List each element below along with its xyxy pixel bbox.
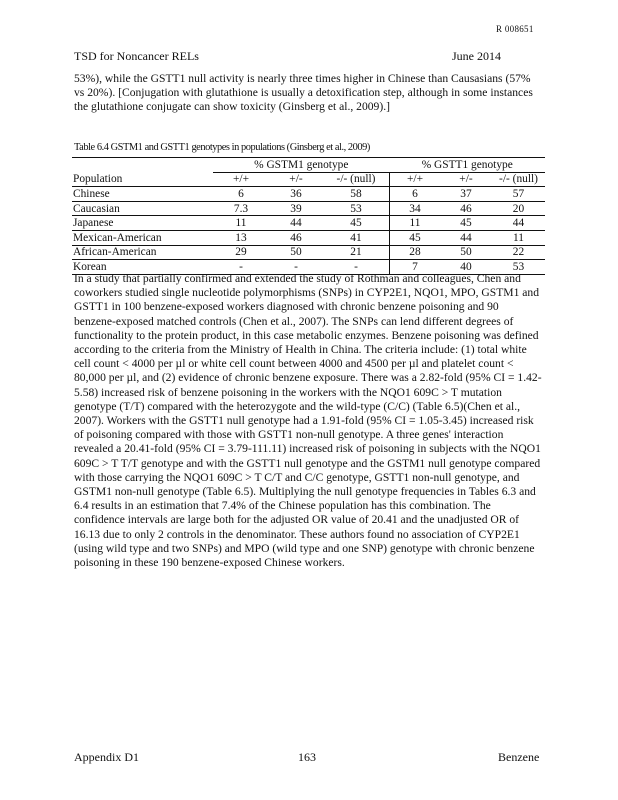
- table-cell: 28: [390, 245, 441, 260]
- table-header-blank: [72, 158, 213, 173]
- table-cell: 21: [323, 245, 390, 260]
- table-cell: 11: [213, 216, 269, 231]
- table-cell: 37: [440, 187, 492, 202]
- table-cell: 34: [390, 201, 441, 216]
- table-group-header-row: [72, 158, 545, 173]
- table-cell: 53: [323, 201, 390, 216]
- column-header: Population: [72, 172, 213, 187]
- column-header: -/- (null): [492, 172, 545, 187]
- table-cell: 6: [390, 187, 441, 202]
- column-header: -/- (null): [323, 172, 390, 187]
- table-row: [72, 230, 545, 245]
- table-cell: 44: [440, 230, 492, 245]
- table-cell: 44: [269, 216, 323, 231]
- genotype-table: [72, 157, 545, 275]
- table-cell: 11: [390, 216, 441, 231]
- column-header: +/+: [390, 172, 441, 187]
- footer-chemical: Benzene: [498, 750, 540, 764]
- header-title: TSD for Noncancer RELs: [74, 49, 199, 63]
- page-number: 163: [298, 750, 316, 764]
- paragraph-1: 53%), while the GSTT1 null activity is nearly three times higher in Chinese than Causasians (57% vs 20%). [Conjugation with glutathione is usually a detoxification step, although in some instances the glutathione conjugate can show toxicity (Ginsberg et al., 2009).]: [74, 72, 533, 114]
- column-header: +/+: [213, 172, 269, 187]
- table-column-header-row: [72, 172, 545, 187]
- table-cell: 40: [440, 260, 492, 275]
- table-cell: 45: [390, 230, 441, 245]
- table-cell-population: Mexican-American: [72, 230, 213, 245]
- table-cell: 20: [492, 201, 545, 216]
- table-cell-population: Chinese: [72, 187, 213, 202]
- table-cell: 50: [440, 245, 492, 260]
- group-header-gstm1: % GSTM1 genotype: [213, 158, 390, 173]
- column-header: +/-: [269, 172, 323, 187]
- document-id: R 008651: [496, 24, 534, 34]
- table-cell: 36: [269, 187, 323, 202]
- table-cell: -: [323, 260, 390, 275]
- table-cell: 50: [269, 245, 323, 260]
- table-cell: 29: [213, 245, 269, 260]
- column-header: +/-: [440, 172, 492, 187]
- table-cell: 11: [492, 230, 545, 245]
- paragraph-2: In a study that partially confirmed and extended the study of Rothman and colleagues, Chen and coworkers studied single nucleotide polymorphisms (SNPs) in CYP2E1, NQO1, MPO, GSTM1 and GSTT1 in 100 benzene-exposed workers diagnosed with chronic benzene poisoning and 90 benzene-exposed matched controls (Chen et al., 2007). The SNPs can lend different degrees of functionality to the protein product, in this case metabolic enzymes. Benzene poisoning was defined according to the criteria from the Ministry of Health in China. The criteria include: (1) total white cell count < 4000 per µl or white cell count between 4000 and 4500 per µl and platelet count < 80,000 per µl, and (2) evidence of chronic benzene exposure. There was a 2.82-fold (95% CI = 1.42-5.58) increased risk of benzene poisoning in the workers with the NQO1 609C > T mutation genotype (T/T) compared with the heterozygote and the wild-type (C/C) (Table 6.5)(Chen et al., 2007). Workers with the GSTT1 null genotype had a 1.91-fold (95% CI = 1.05-3.45) increased risk of poisoning compared with those with GSTT1 non-null genotype. A three genes' interaction revealed a 20.41-fold (95% CI = 3.79-111.11) increased risk of poisoning in subjects with the NQO1 609C > T T/T genotype and with the GSTT1 null genotype and the GSTM1 null genotype compared with those carrying the NQO1 609C > T C/T and C/C genotype, GSTT1 non-null genotype, and GSTM1 non-null genotype (Table 6.5). Multiplying the null genotype frequencies in Tables 6.3 and 6.4 results in an estimation that 7.4% of the Chinese population has this combination. The confidence intervals are large both for the adjusted OR value of 20.41 and the unadjusted OR of 16.13 due to only 2 controls in the denominator. These authors found no association of CYP2E1 (using wild type and two SNPs) and MPO (wild type and one SNP) genotype with chronic benzene poisoning in these 190 benzene-exposed Chinese workers.: [74, 272, 542, 570]
- table-cell: 7.3: [213, 201, 269, 216]
- table-row: [72, 201, 545, 216]
- table-row: [72, 245, 545, 260]
- table-cell: 57: [492, 187, 545, 202]
- table-cell: 45: [323, 216, 390, 231]
- footer-appendix: Appendix D1: [74, 750, 139, 764]
- table-cell-population: Korean: [72, 260, 213, 275]
- table-cell: 46: [440, 201, 492, 216]
- header-date: June 2014: [452, 49, 501, 63]
- table-cell: 58: [323, 187, 390, 202]
- table-cell: 41: [323, 230, 390, 245]
- table-cell: 7: [390, 260, 441, 275]
- table-cell-population: African-American: [72, 245, 213, 260]
- table-cell: 13: [213, 230, 269, 245]
- table-row: [72, 187, 545, 202]
- table-cell-population: Japanese: [72, 216, 213, 231]
- table-caption: Table 6.4 GSTM1 and GSTT1 genotypes in populations (Ginsberg et al., 2009): [74, 142, 370, 153]
- table-cell-population: Caucasian: [72, 201, 213, 216]
- table-cell: 53: [492, 260, 545, 275]
- table-cell: -: [213, 260, 269, 275]
- table-cell: 46: [269, 230, 323, 245]
- table-cell: 44: [492, 216, 545, 231]
- table-row: [72, 216, 545, 231]
- table-cell: 39: [269, 201, 323, 216]
- table-cell: 45: [440, 216, 492, 231]
- table-cell: 22: [492, 245, 545, 260]
- table-cell: -: [269, 260, 323, 275]
- table-cell: 6: [213, 187, 269, 202]
- group-header-gstt1: % GSTT1 genotype: [390, 158, 546, 173]
